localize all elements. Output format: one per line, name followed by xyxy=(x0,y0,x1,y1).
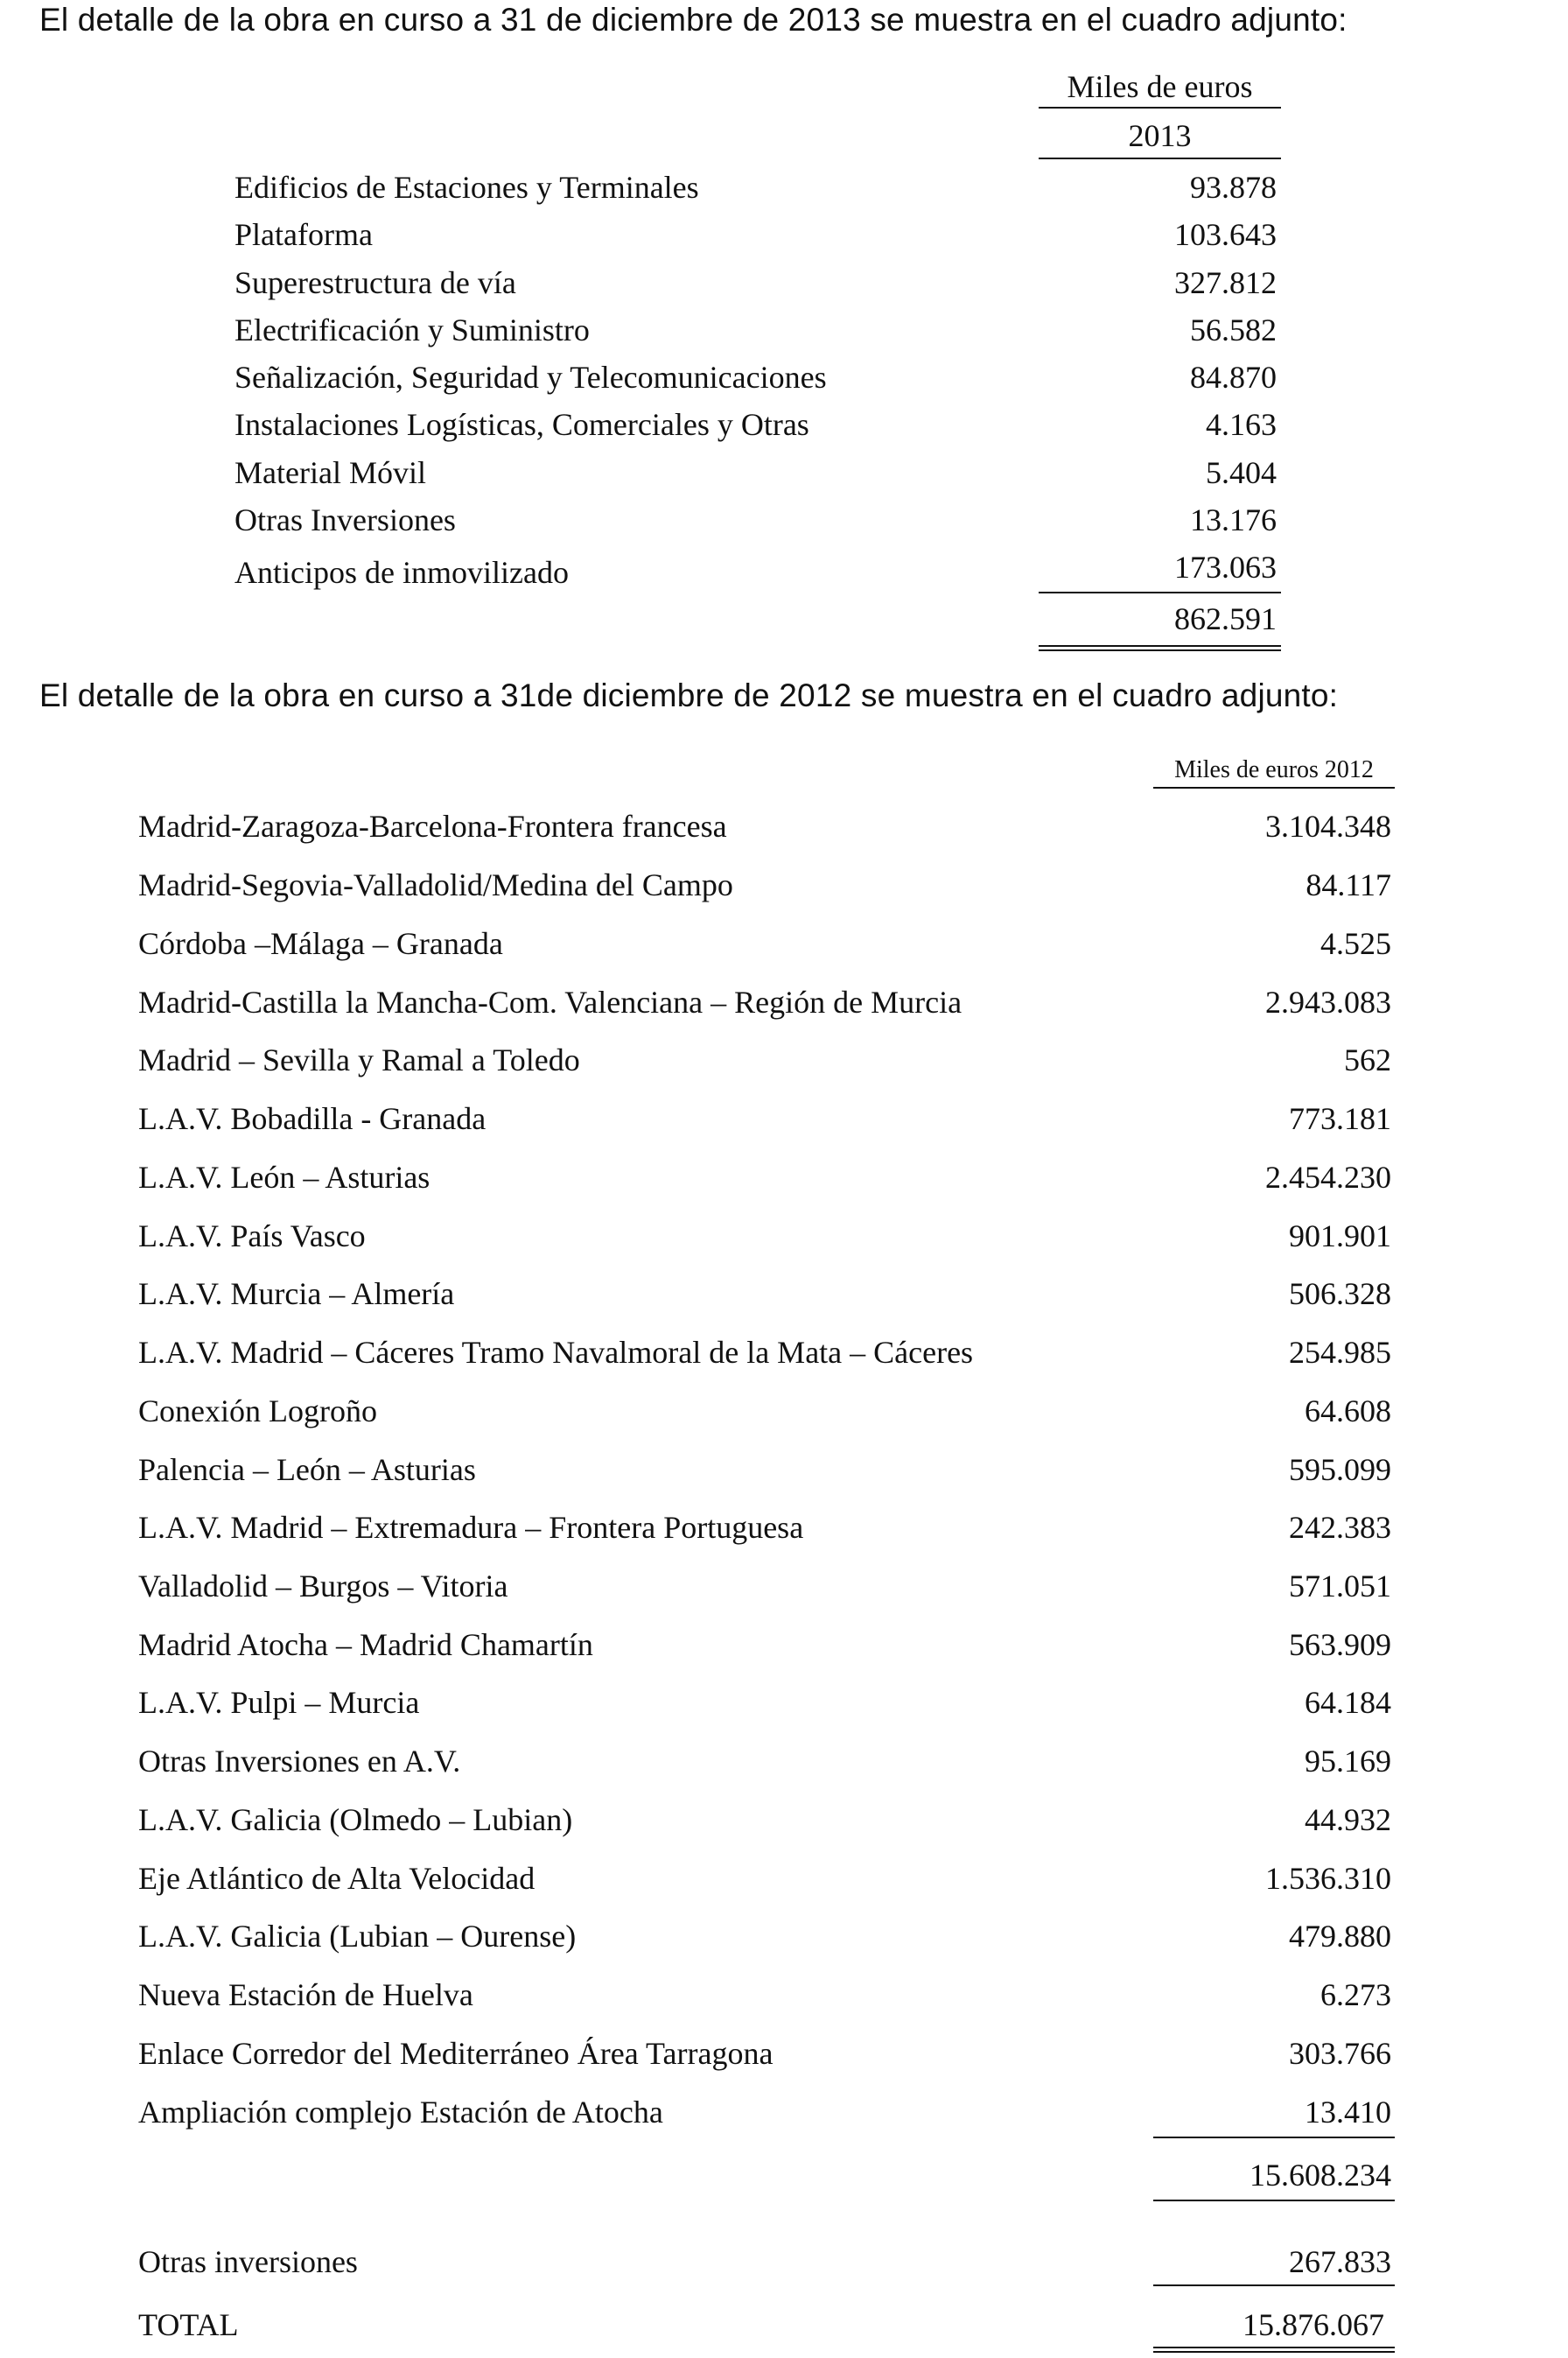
row-value: 64.608 xyxy=(1305,1393,1391,1428)
sum-line xyxy=(1153,2137,1395,2138)
row-label: Madrid-Castilla la Mancha-Com. Valenciana – Región de Murcia xyxy=(138,985,962,1020)
row-value: 84.117 xyxy=(1306,867,1391,902)
table-row xyxy=(234,454,1277,498)
other-investments-label: Otras inversiones xyxy=(138,2244,358,2279)
other-underline xyxy=(1153,2284,1395,2286)
row-value: 2.454.230 xyxy=(1265,1160,1391,1195)
row-value: 773.181 xyxy=(1289,1101,1391,1136)
row-value: 173.063 xyxy=(1174,550,1277,585)
row-label: L.A.V. León – Asturias xyxy=(138,1160,430,1195)
subtotal-2012: 15.608.234 xyxy=(1250,2158,1391,2193)
table-row xyxy=(138,1275,1391,1319)
heading-2013: El detalle de la obra en curso a 31 de diciembre de 2013 se muestra en el cuadro adjunto: xyxy=(39,2,1348,38)
row-label: L.A.V. Madrid – Extremadura – Frontera Portuguesa xyxy=(138,1510,804,1545)
double-underline xyxy=(1153,2347,1395,2353)
table-row xyxy=(138,1159,1391,1203)
table-row xyxy=(138,1509,1391,1553)
table-row xyxy=(138,1568,1391,1611)
row-label: Material Móvil xyxy=(234,455,426,490)
row-value: 562 xyxy=(1344,1042,1391,1077)
row-label: Instalaciones Logísticas, Comerciales y Otras xyxy=(234,407,809,442)
table-row xyxy=(138,808,1391,852)
row-label: Anticipos de inmovilizado xyxy=(234,555,569,590)
double-underline xyxy=(1039,645,1281,651)
row-label: L.A.V. Madrid – Cáceres Tramo Navalmoral de la Mata – Cáceres xyxy=(138,1335,974,1370)
row-label: Palencia – León – Asturias xyxy=(138,1452,476,1487)
row-value: 254.985 xyxy=(1289,1335,1391,1370)
table-row xyxy=(138,984,1391,1028)
table-row xyxy=(234,406,1277,450)
total-label: TOTAL xyxy=(138,2307,239,2342)
table-row xyxy=(138,1218,1391,1261)
header-underline xyxy=(1039,158,1281,159)
table-row xyxy=(138,1918,1391,1961)
table-row xyxy=(138,867,1391,910)
row-label: Nueva Estación de Huelva xyxy=(138,1977,473,2012)
row-value: 3.104.348 xyxy=(1265,809,1391,844)
row-value: 95.169 xyxy=(1305,1744,1391,1779)
row-value: 13.410 xyxy=(1305,2095,1391,2130)
row-value: 6.273 xyxy=(1320,1977,1391,2012)
row-value: 4.525 xyxy=(1320,926,1391,961)
table-row xyxy=(138,1334,1391,1378)
row-value: 327.812 xyxy=(1174,265,1277,300)
row-label: Madrid-Segovia-Valladolid/Medina del Campo xyxy=(138,867,733,902)
table-row xyxy=(138,1684,1391,1728)
other-investments-value: 267.833 xyxy=(1289,2244,1391,2279)
row-value: 93.878 xyxy=(1190,170,1277,205)
table-row xyxy=(138,1100,1391,1144)
row-label: Madrid – Sevilla y Ramal a Toledo xyxy=(138,1042,580,1077)
row-label: Córdoba –Málaga – Granada xyxy=(138,926,503,961)
total-value: 15.876.067 xyxy=(1242,2307,1384,2342)
table-row xyxy=(234,359,1277,403)
row-label: Madrid Atocha – Madrid Chamartín xyxy=(138,1627,593,1662)
row-value: 13.176 xyxy=(1190,502,1277,537)
table-row xyxy=(138,2035,1391,2079)
row-value: 44.932 xyxy=(1305,1802,1391,1837)
row-label: Edificios de Estaciones y Terminales xyxy=(234,170,699,205)
row-value: 506.328 xyxy=(1289,1276,1391,1311)
table-row-other xyxy=(138,2243,1391,2287)
table-row xyxy=(138,1626,1391,1670)
table-row xyxy=(234,264,1277,308)
table-row xyxy=(234,216,1277,260)
row-label: L.A.V. Bobadilla - Granada xyxy=(138,1101,486,1136)
table-row xyxy=(234,312,1277,355)
unit-header-2013: Miles de euros xyxy=(1067,69,1253,104)
row-label: L.A.V. Pulpi – Murcia xyxy=(138,1685,420,1720)
year-header-2013: 2013 xyxy=(1128,118,1192,153)
row-value: 242.383 xyxy=(1289,1510,1391,1545)
row-label: Eje Atlántico de Alta Velocidad xyxy=(138,1861,536,1896)
table-row xyxy=(138,1801,1391,1845)
table-row xyxy=(138,1976,1391,2020)
unit-header-2012: Miles de euros 2012 xyxy=(1174,756,1374,783)
row-label: Ampliación complejo Estación de Atocha xyxy=(138,2095,663,2130)
row-label: L.A.V. País Vasco xyxy=(138,1218,366,1253)
table-row xyxy=(138,1860,1391,1904)
row-label: Superestructura de vía xyxy=(234,265,516,300)
row-value: 4.163 xyxy=(1206,407,1277,442)
row-label: Enlace Corredor del Mediterráneo Área Tarragona xyxy=(138,2036,774,2071)
row-label: L.A.V. Murcia – Almería xyxy=(138,1276,455,1311)
row-value: 103.643 xyxy=(1174,217,1277,252)
row-value: 84.870 xyxy=(1190,360,1277,395)
row-value: 5.404 xyxy=(1206,455,1277,490)
sum-line xyxy=(1039,592,1281,593)
table-row xyxy=(138,1743,1391,1786)
row-label: L.A.V. Galicia (Olmedo – Lubian) xyxy=(138,1802,573,1837)
row-value: 571.051 xyxy=(1289,1568,1391,1604)
row-value: 1.536.310 xyxy=(1265,1861,1391,1896)
table-row xyxy=(234,502,1277,545)
row-label: L.A.V. Galicia (Lubian – Ourense) xyxy=(138,1919,577,1954)
heading-2012: El detalle de la obra en curso a 31de diciembre de 2012 se muestra en el cuadro adjunto: xyxy=(39,677,1339,713)
table-row xyxy=(138,925,1391,969)
table-row-total xyxy=(138,2306,1384,2350)
row-label: Otras Inversiones xyxy=(234,502,456,537)
table-row xyxy=(138,1042,1391,1085)
total-2013: 862.591 xyxy=(1174,601,1277,636)
row-label: Plataforma xyxy=(234,217,373,252)
subtotal-underline xyxy=(1153,2200,1395,2201)
table-row xyxy=(138,1393,1391,1436)
table-row xyxy=(138,2094,1391,2137)
row-label: Madrid-Zaragoza-Barcelona-Frontera francesa xyxy=(138,809,727,844)
row-label: Otras Inversiones en A.V. xyxy=(138,1744,461,1779)
row-label: Señalización, Seguridad y Telecomunicaciones xyxy=(234,360,827,395)
row-value: 2.943.083 xyxy=(1265,985,1391,1020)
header-underline xyxy=(1039,107,1281,109)
row-value: 479.880 xyxy=(1289,1919,1391,1954)
row-label: Electrificación y Suministro xyxy=(234,312,590,347)
row-label: Conexión Logroño xyxy=(138,1393,377,1428)
row-value: 303.766 xyxy=(1289,2036,1391,2071)
row-value: 56.582 xyxy=(1190,312,1277,347)
row-value: 563.909 xyxy=(1289,1627,1391,1662)
table-row xyxy=(234,169,1277,213)
row-label: Valladolid – Burgos – Vitoria xyxy=(138,1568,508,1604)
row-value: 901.901 xyxy=(1289,1218,1391,1253)
row-value: 64.184 xyxy=(1305,1685,1391,1720)
table-row xyxy=(138,1451,1391,1495)
header-underline xyxy=(1153,787,1395,789)
row-value: 595.099 xyxy=(1289,1452,1391,1487)
